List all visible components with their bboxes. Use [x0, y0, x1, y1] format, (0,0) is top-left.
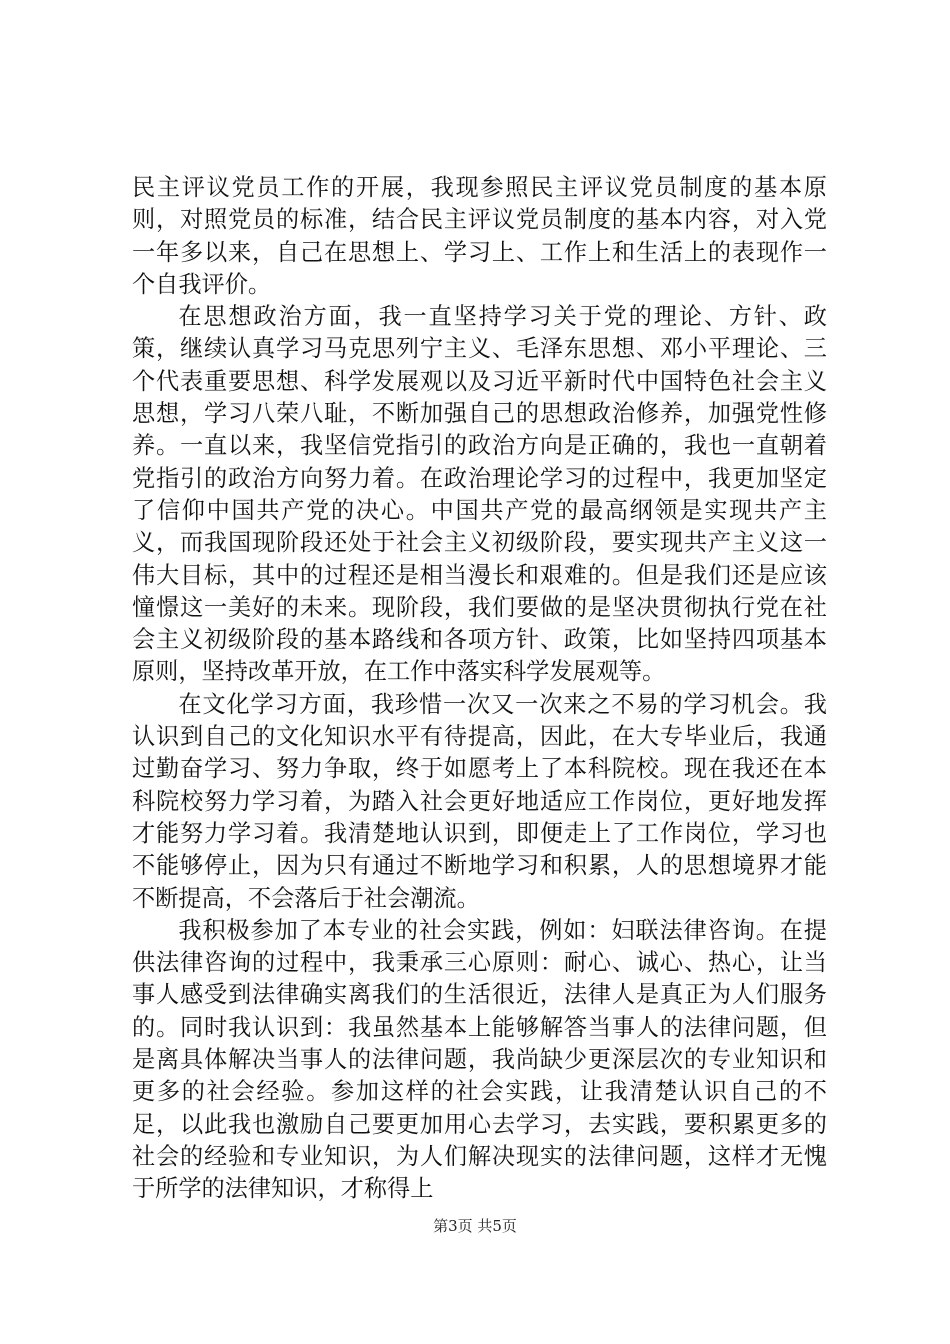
paragraph-intro: 民主评议党员工作的开展，我现参照民主评议党员制度的基本原则，对照党员的标准，结合民主评议党员制度的基本内容，对入党一年多以来，自己在思想上、学习上、工作上和生活上的表现作一个自我评价。: [132, 174, 827, 298]
page-number-label: 第3页 共5页: [433, 1217, 517, 1235]
page-footer: [0, 1216, 950, 1236]
paragraph-political-thought: 在思想政治方面，我一直坚持学习关于党的理论、方针、政策，继续认真学习马克思列宁主义、毛泽东思想、邓小平理论、三个代表重要思想、科学发展观以及习近平新时代中国特色社会主义思想，学习八荣八耻，不断加强自己的思想政治修养，加强党性修养。一直以来，我坚信党指引的政治方向是正确的，我也一直朝着党指引的政治方向努力着。在政治理论学习的过程中，我更加坚定了信仰中国共产党的决心。中国共产党的最高纲领是实现共产主义，而我国现阶段还处于社会主义初级阶段，要实现共产主义这一伟大目标，其中的过程还是相当漫长和艰难的。但是我们还是应该憧憬这一美好的未来。现阶段，我们要做的是坚决贯彻执行党在社会主义初级阶段的基本路线和各项方针、政策，比如坚持四项基本原则，坚持改革开放，在工作中落实科学发展观等。: [132, 303, 827, 686]
document-body: [132, 172, 827, 1206]
paragraph-social-practice: 我积极参加了本专业的社会实践，例如：妇联法律咨询。在提供法律咨询的过程中，我秉承三心原则：耐心、诚心、热心，让当事人感受到法律确实离我们的生活很近，法律人是真正为人们服务的。同时我认识到：我虽然基本上能够解答当事人的法律问题，但是离具体解决当事人的法律问题，我尚缺少更深层次的专业知识和更多的社会经验。参加这样的社会实践，让我清楚认识自己的不足，以此我也激励自己要更加用心去学习，去实践，要积累更多的社会的经验和专业知识，为人们解决现实的法律问题，这样才无愧于所学的法律知识，才称得上: [132, 916, 827, 1203]
paragraph-cultural-study: 在文化学习方面，我珍惜一次又一次来之不易的学习机会。我认识到自己的文化知识水平有待提高，因此，在大专毕业后，我通过勤奋学习、努力争取，终于如愿考上了本科院校。现在我还在本科院校努力学习着，为踏入社会更好地适应工作岗位，更好地发挥才能努力学习着。我清楚地认识到，即便走上了工作岗位，学习也不能够停止，因为只有通过不断地学习和积累，人的思想境界才能不断提高，不会落后于社会潮流。: [132, 690, 827, 912]
